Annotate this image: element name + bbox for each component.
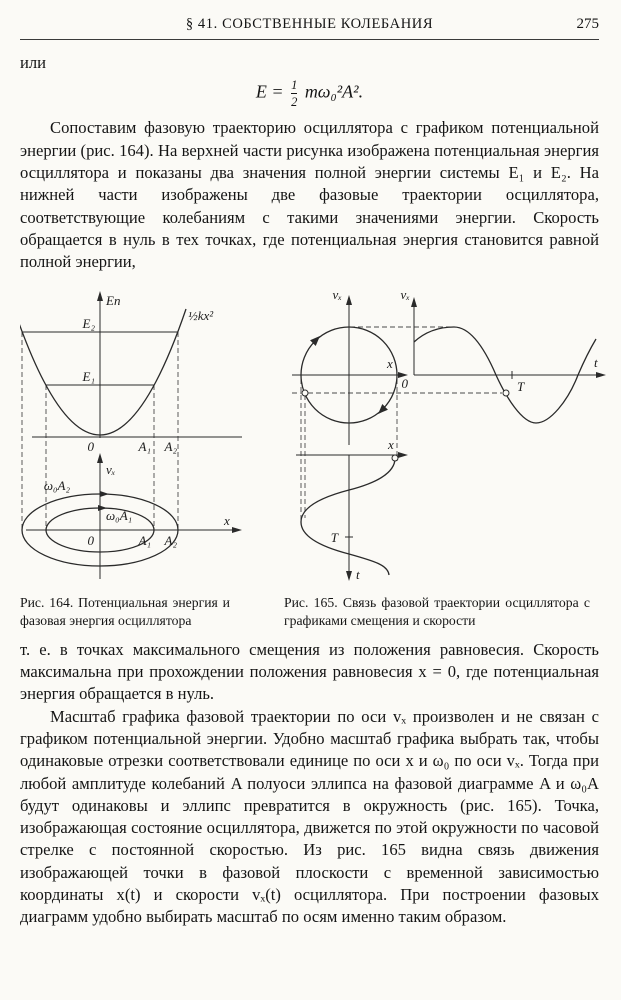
fig164-label-a1-bottom: A₁	[138, 532, 151, 548]
paragraph-1: Сопоставим фазовую траекторию осциллятора с графиком потенциальной энергии (рис. 164). На верхней части рисунка изображена потенциальная энергия осциллятора и показаны два значения полной энергии системы E₁ и E₂. На нижней части изображены две фазовые траектории осциллятора, соответствующие колебаниям с такими значениями энергии. Скорость обращается в нуль в тех точках, где потенциальная энергия становится равной полной энергии,	[20, 118, 599, 272]
up-arrow-icon	[97, 291, 103, 301]
state-point-marker	[503, 390, 509, 396]
fig165-label-velocity-v-axis: vₓ	[400, 286, 410, 302]
clockwise-arrow-icon	[100, 491, 109, 497]
down-arrow-icon	[346, 571, 352, 581]
fig165-label-origin: 0	[401, 375, 408, 391]
formula-lhs: E =	[255, 81, 284, 102]
fig164-parabola-curve	[20, 309, 186, 435]
fig165-label-period-top: T	[517, 378, 525, 394]
figures-row	[20, 287, 599, 630]
fig164-label-w0a1: ω₀A₁	[106, 507, 133, 523]
right-arrow-icon	[596, 372, 606, 378]
fig164-label-e1: E₁	[82, 368, 95, 384]
fig164-label-a1-top: A₁	[138, 438, 151, 454]
fig165-label-displacement-x-axis: x	[388, 436, 394, 452]
paragraph-3: Масштаб графика фазовой траектории по оси vₓ произволен и не связан с графиком потенциальной энергии. Удобно масштаб графика выбрать так, чтобы одинаковые отрезки соответствовали единице по оси x и ω₀ по оси vₓ. Тогда при любой амплитуде колебаний A полуоси эллипса на фазовой диаграмме A и ω₀A будут одинаковы и эллипс превратится в окружность (рис. 165). Точка, изображающая состояние осциллятора, движется по этой окружности по часовой стрелке с постоянной скоростью. Из рис. 165 видна связь движения изображающей точки в фазовой плоскости с временной зависимостью координаты x(t) и скорости vₓ(t) осциллятора. При построении фазовых диаграмм удобно выбирать масштаб по осям именно таким образом.	[20, 706, 599, 927]
formula-rhs: mω₀²A².	[304, 81, 364, 102]
paragraph-2: т. е. в точках максимального смещения из положения равновесия. Скорость максимальна при прохождении положения равновесия x = 0, где потенциальная энергия обращается в нуль.	[20, 639, 599, 704]
fig165-label-period-bottom: T	[330, 529, 338, 545]
fig165-displacement-curve	[301, 457, 395, 575]
fig164-label-e2: E₂	[82, 315, 95, 331]
fig164-label-origin-bottom: 0	[87, 532, 94, 548]
right-arrow-icon	[232, 527, 242, 533]
fig164-label-a2-top: A₂	[164, 438, 177, 454]
fig164-arrowheads	[97, 291, 242, 533]
fig165-state-point-markers	[302, 390, 509, 461]
state-point-marker	[302, 390, 308, 396]
up-arrow-icon	[411, 297, 417, 307]
formula-fraction	[291, 79, 297, 108]
up-arrow-icon	[97, 453, 103, 463]
fig165-label-circle-v-axis: vₓ	[332, 286, 342, 302]
fig165-diagram	[284, 287, 609, 587]
page-header	[20, 16, 599, 40]
intro-word: или	[20, 53, 47, 72]
fig164-label-origin-top: 0	[87, 438, 94, 454]
fig164-label-x-axis: x	[224, 512, 230, 528]
page-number: 275	[576, 16, 599, 32]
fig164-label-w0a2: ω₀A₂	[43, 477, 70, 493]
fig165-label-displacement-t-axis: t	[356, 566, 360, 582]
figure-165	[284, 287, 609, 630]
figure-164-caption: Рис. 164. Потенциальная энергия и фазовая энергия осциллятора	[20, 594, 230, 628]
fig165-projection-lines	[292, 327, 502, 520]
right-arrow-icon	[398, 452, 408, 458]
fig165-label-velocity-t-axis: t	[594, 354, 598, 370]
fig164-label-energy-axis: Eп	[106, 292, 121, 308]
fig164-label-parabola: ½kx²	[188, 307, 214, 323]
fig165-label-circle-x-axis: x	[387, 355, 393, 371]
fig164-label-v-axis: vₓ	[106, 461, 116, 477]
fraction-denominator: 2	[291, 94, 298, 109]
up-arrow-icon	[346, 295, 352, 305]
energy-formula	[20, 79, 599, 108]
fraction-numerator: 1	[291, 78, 298, 93]
figure-164	[20, 287, 258, 630]
fig164-label-a2-bottom: A₂	[164, 532, 177, 548]
state-point-marker	[392, 455, 398, 461]
figure-165-caption: Рис. 165. Связь фазовой траектории осциллятора с графиками смещения и скорости	[284, 594, 590, 628]
fig164-diagram	[20, 287, 258, 587]
fig165-arrowheads	[310, 295, 606, 581]
section-heading: § 41. СОБСТВЕННЫЕ КОЛЕБАНИЯ	[185, 16, 434, 32]
